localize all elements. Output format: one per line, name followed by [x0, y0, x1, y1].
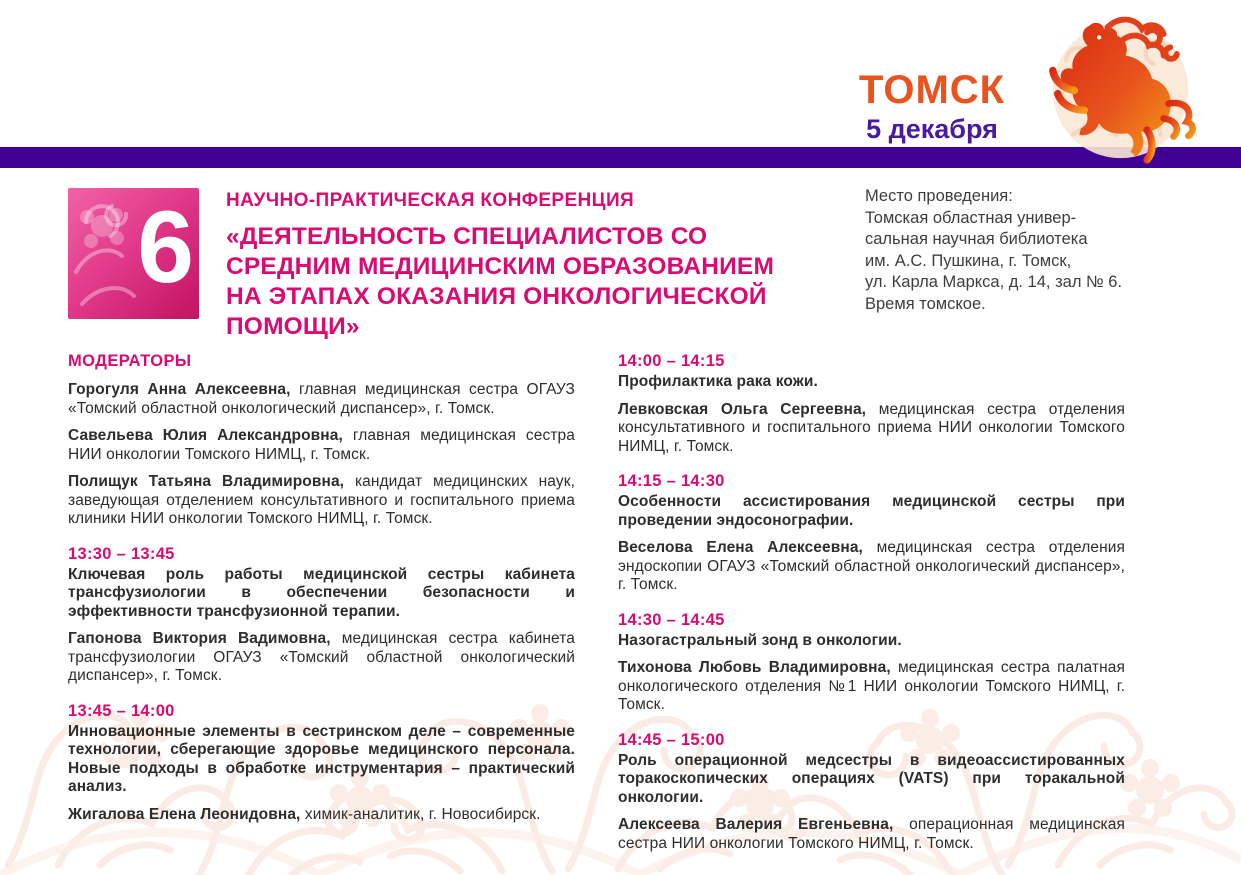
venue-label: Место проведения:: [865, 187, 1013, 205]
session-time: 13:30 – 13:45: [68, 544, 175, 563]
venue-line: им. А.С. Пушкина, г. Томск,: [865, 251, 1072, 270]
conference-label: НАУЧНО-ПРАКТИЧЕСКАЯ КОНФЕРЕНЦИЯ: [226, 190, 635, 211]
session-topic: Профилактика рака кожи.: [618, 373, 818, 390]
session-topic: Роль операционной медсестры в видеоассистированных торакоскопических операциях (VATS) при торакальной онкологии.: [618, 751, 1125, 806]
speaker-name: Жигалова Елена Леонидовна,: [68, 805, 301, 823]
session-block: [68, 545, 575, 686]
moderator-item: [68, 427, 575, 464]
session-topic: Ключевая роль работы медицинской сестры кабинета трансфузиологии в обеспечении безопасности и эффективности трансфузионной терапии.: [68, 565, 575, 620]
speaker-role: медицинская сестра палатная онкологического отделения №1 НИИ онкологии Томского НИМЦ, г. Томск.: [618, 659, 1125, 713]
speaker-name: Тихонова Любовь Владимировна,: [618, 659, 891, 676]
moderator-name: Горогуля Анна Алексеевна,: [68, 381, 291, 398]
moderator-role: главная медицинская сестра НИИ онкологии Томского НИМЦ, г. Томск.: [68, 427, 575, 463]
venue-block: [865, 186, 1185, 315]
session-block: [618, 731, 1125, 854]
moderator-item: [68, 473, 575, 529]
speaker-name: Алексеева Валерия Евгеньевна,: [618, 816, 894, 833]
speaker-role: медицинская сестра отделения консультативного и госпитального приема НИИ онкологии Томского НИМЦ, г. Томск.: [618, 400, 1125, 455]
moderators-heading: МОДЕРАТОРЫ: [68, 352, 192, 370]
speaker-role: химик-аналитик, г. Новосибирск.: [304, 805, 541, 823]
session-block: [68, 702, 575, 825]
session-block: [618, 611, 1125, 715]
session-speaker: [618, 816, 1125, 853]
event-date: 5 декабря: [866, 114, 998, 144]
session-block: [618, 472, 1125, 595]
session-topic: Назогастральный зонд в онкологии.: [618, 631, 902, 649]
badge-number: 6: [137, 190, 194, 304]
session-speaker: [618, 401, 1125, 457]
horse-eye: [1097, 35, 1101, 39]
speaker-role: операционная медицинская сестра НИИ онкологии Томского НИМЦ, г. Томск.: [618, 816, 1125, 852]
moderator-name: Савельева Юлия Александровна,: [68, 427, 343, 444]
session-time: 14:30 – 14:45: [618, 610, 725, 629]
moderator-name: Полищук Татьяна Владимировна,: [68, 473, 345, 490]
city-name: ТОМСК: [858, 68, 1006, 112]
session-topic: Особенности ассистирования медицинской сестры при проведении эндосонографии.: [618, 493, 1125, 529]
session-number-badge: [68, 188, 199, 319]
venue-line: Томская областная универ-: [865, 208, 1077, 227]
speaker-role: медицинская сестра отделения эндоскопии ОГАУЗ «Томский областной онкологический диспансер», г. Томск.: [618, 539, 1125, 593]
moderator-role: кандидат медицинских наук, заведующая отделением консультативного и госпитального приема клиники НИИ онкологии Томского НИМЦ, г. Томск.: [68, 473, 575, 527]
session-time: 13:45 – 14:00: [68, 701, 175, 720]
session-speaker: [618, 659, 1125, 715]
event-brand: [852, 70, 1012, 143]
session-topic: Инновационные элементы в сестринском деле – современные технологии, сберегающие здоровье медицинского персонала. Новые подходы в обработке инструментария – практический анализ.: [68, 722, 575, 795]
speaker-role: медицинская сестра кабинета трансфузиологии ОГАУЗ «Томский областной онкологический диспансер», г. Томск.: [68, 630, 575, 684]
conference-title: «ДЕЯТЕЛЬНОСТЬ СПЕЦИАЛИСТОВ СО СРЕДНИМ МЕДИЦИНСКИМ ОБРАЗОВАНИЕМ НА ЭТАПАХ ОКАЗАНИЯ ОНКОЛОГИЧЕСКОЙ ПОМОЩИ»: [226, 223, 775, 340]
program-column-left: [68, 352, 575, 833]
moderator-role: главная медицинская сестра ОГАУЗ «Томский областной онкологический диспансер», г. Томск.: [68, 381, 575, 417]
session-speaker: [68, 806, 575, 825]
speaker-name: Веселова Елена Алексеевна,: [618, 539, 863, 556]
session-time: 14:15 – 14:30: [618, 472, 725, 490]
session-block: [618, 352, 1125, 456]
session-speaker: [618, 539, 1125, 595]
moderator-item: [68, 381, 575, 418]
venue-line: сальная научная библиотека: [865, 230, 1088, 248]
speaker-name: Гапонова Виктория Вадимовна,: [68, 630, 331, 647]
venue-line: ул. Карла Маркса, д. 14, зал № 6.: [865, 273, 1123, 291]
speaker-name: Левковская Ольга Сергеевна,: [618, 400, 867, 418]
session-time: 14:00 – 14:15: [618, 352, 725, 370]
session-speaker: [68, 630, 575, 686]
session-time: 14:45 – 15:00: [618, 730, 725, 749]
program-column-right: [618, 352, 1125, 862]
horse-ornament-illustration: [1023, 4, 1205, 180]
venue-line: Время томское.: [865, 294, 986, 313]
